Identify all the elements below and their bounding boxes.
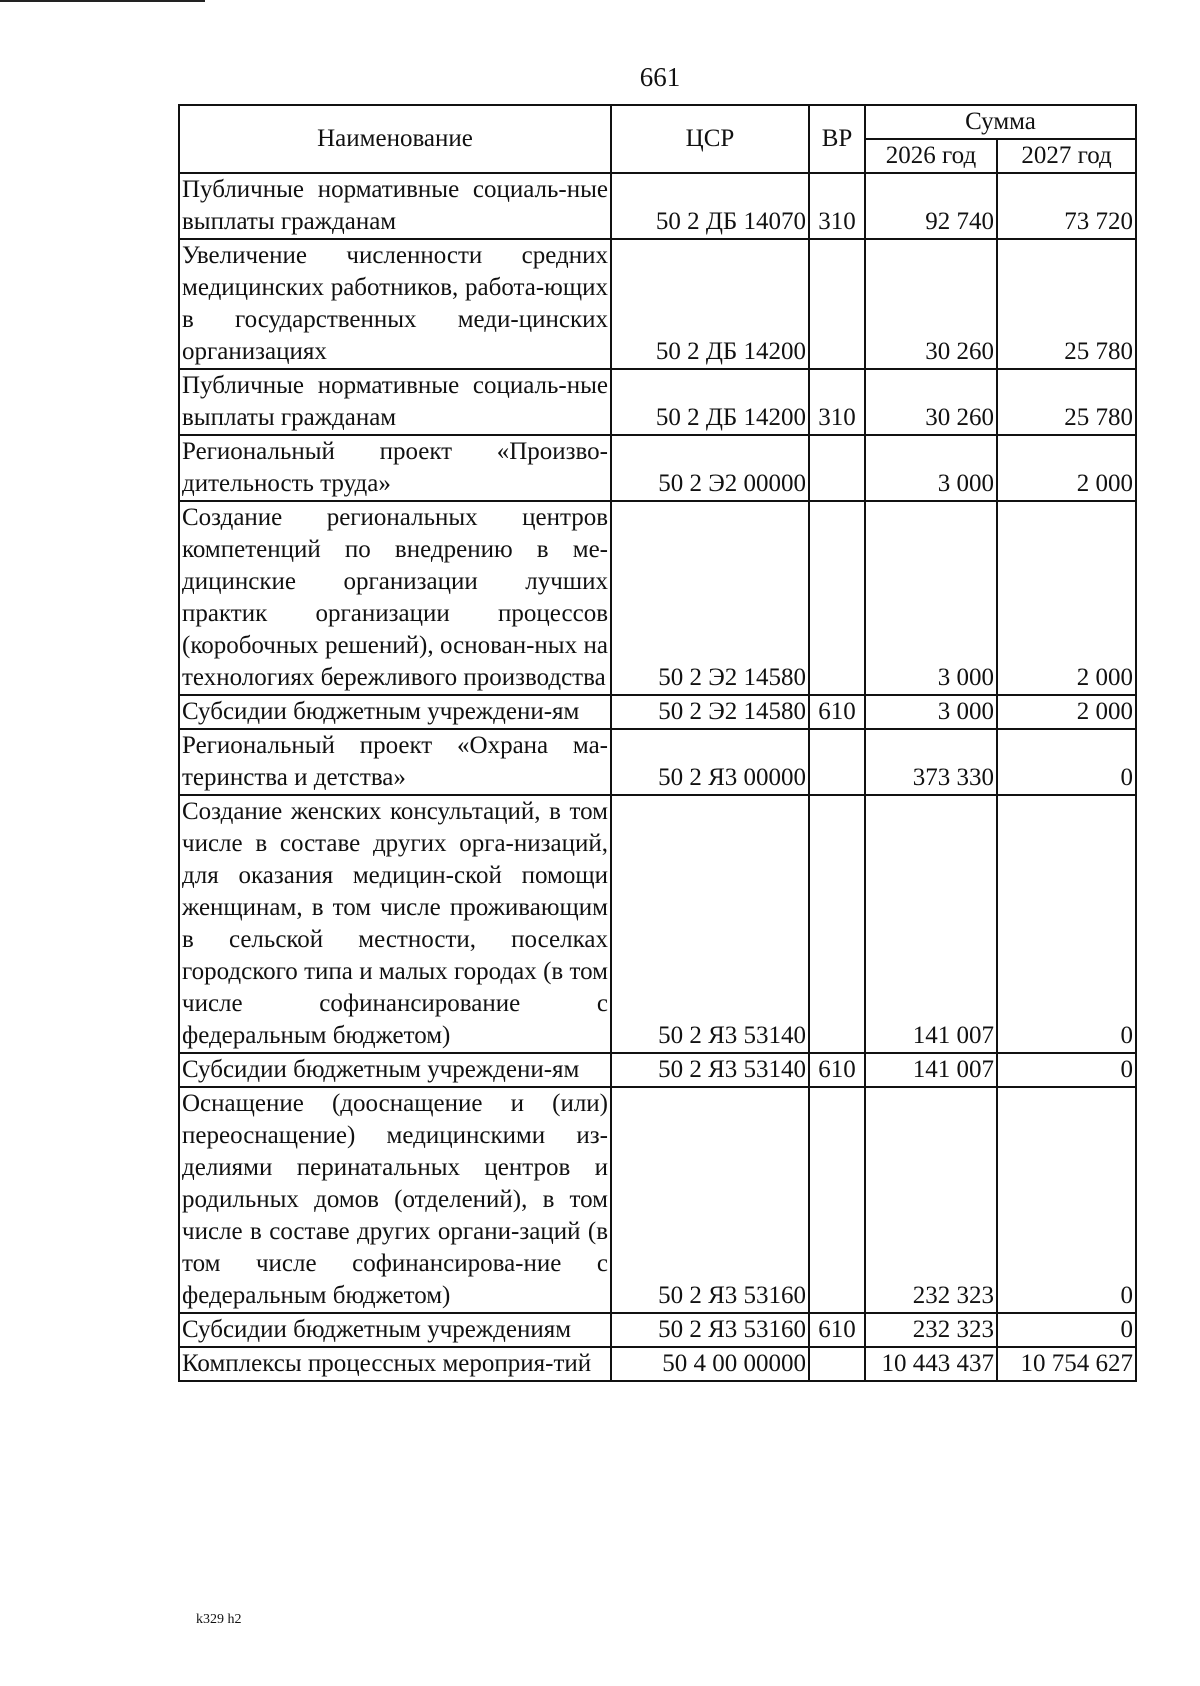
- table-row: [179, 501, 1136, 695]
- row-sum-2027: 25 780: [997, 239, 1136, 369]
- row-name: Публичные нормативные социаль-ные выплаты гражданам: [179, 173, 611, 239]
- footer-code: k329 h2: [196, 1612, 242, 1627]
- row-vr: 310: [809, 173, 865, 239]
- row-csr: 50 2 Я3 00000: [611, 729, 809, 795]
- row-csr: 50 2 Я3 53140: [611, 1053, 809, 1087]
- row-sum-2027: 0: [997, 1087, 1136, 1313]
- row-name: Оснащение (дооснащение и (или) переоснащение) медицинскими из-делиями перинатальных центров и родильных домов (отделений), в том числе в составе других органи-заций (в том числе софинансирова-ние с федеральным бюджетом): [179, 1087, 611, 1313]
- row-sum-2027: 25 780: [997, 369, 1136, 435]
- row-csr: 50 2 Э2 14580: [611, 695, 809, 729]
- row-sum-2026: 3 000: [865, 501, 997, 695]
- row-name: Субсидии бюджетным учреждени-ям: [179, 695, 611, 729]
- row-sum-2027: 0: [997, 1313, 1136, 1347]
- budget-table: [178, 104, 1137, 1382]
- row-name: Региональный проект «Охрана ма-теринства и детства»: [179, 729, 611, 795]
- table-row: [179, 795, 1136, 1053]
- row-sum-2026: 30 260: [865, 369, 997, 435]
- page-number: 661: [639, 62, 681, 92]
- row-csr: 50 2 Я3 53160: [611, 1087, 809, 1313]
- table-row: [179, 1313, 1136, 1347]
- row-csr: 50 2 Э2 14580: [611, 501, 809, 695]
- row-sum-2026: 10 443 437: [865, 1347, 997, 1381]
- row-name: Увеличение численности средних медицинских работников, работа-ющих в государственных меди-цинских организациях: [179, 239, 611, 369]
- row-name: Субсидии бюджетным учреждениям: [179, 1313, 611, 1347]
- row-csr: 50 2 Э2 00000: [611, 435, 809, 501]
- row-csr: 50 4 00 00000: [611, 1347, 809, 1381]
- row-sum-2026: 141 007: [865, 795, 997, 1053]
- row-sum-2026: 3 000: [865, 435, 997, 501]
- header-name: Наименование: [179, 105, 611, 173]
- row-sum-2026: 232 323: [865, 1087, 997, 1313]
- table-row: [179, 729, 1136, 795]
- header-sum: Сумма: [865, 105, 1136, 139]
- table-row: [179, 1087, 1136, 1313]
- row-vr: 610: [809, 695, 865, 729]
- row-sum-2026: 3 000: [865, 695, 997, 729]
- row-vr: [809, 1087, 865, 1313]
- row-sum-2027: 10 754 627: [997, 1347, 1136, 1381]
- header-year-2027: 2027 год: [997, 139, 1136, 173]
- table-row: [179, 435, 1136, 501]
- row-vr: [809, 435, 865, 501]
- row-name: Публичные нормативные социаль-ные выплаты гражданам: [179, 369, 611, 435]
- row-vr: 610: [809, 1053, 865, 1087]
- row-name: Создание региональных центров компетенций по внедрению в ме-дицинские организации лучших практик организации процессов (коробочных решений), основан-ных на технологиях бережливого производства: [179, 501, 611, 695]
- row-csr: 50 2 Я3 53140: [611, 795, 809, 1053]
- row-sum-2026: 232 323: [865, 1313, 997, 1347]
- row-sum-2027: 2 000: [997, 435, 1136, 501]
- row-sum-2026: 92 740: [865, 173, 997, 239]
- row-name: Региональный проект «Произво-дительность труда»: [179, 435, 611, 501]
- row-sum-2027: 0: [997, 1053, 1136, 1087]
- table-row: [179, 369, 1136, 435]
- row-vr: [809, 239, 865, 369]
- table-row: [179, 695, 1136, 729]
- row-sum-2027: 0: [997, 729, 1136, 795]
- row-vr: [809, 729, 865, 795]
- row-name: Комплексы процессных мероприя-тий: [179, 1347, 611, 1381]
- row-vr: [809, 795, 865, 1053]
- header-csr: ЦСР: [611, 105, 809, 173]
- row-name: Субсидии бюджетным учреждени-ям: [179, 1053, 611, 1087]
- header-vr: ВР: [809, 105, 865, 173]
- row-csr: 50 2 ДБ 14200: [611, 369, 809, 435]
- row-csr: 50 2 ДБ 14070: [611, 173, 809, 239]
- row-sum-2027: 0: [997, 795, 1136, 1053]
- row-name: Создание женских консультаций, в том числе в составе других орга-низаций, для оказания медицин-ской помощи женщинам, в том числе проживающим в сельской местности, поселках городского типа и малых городах (в том числе софинансирование с федеральным бюджетом): [179, 795, 611, 1053]
- row-sum-2026: 30 260: [865, 239, 997, 369]
- row-vr: 610: [809, 1313, 865, 1347]
- row-vr: [809, 1347, 865, 1381]
- row-sum-2026: 373 330: [865, 729, 997, 795]
- row-sum-2027: 2 000: [997, 695, 1136, 729]
- header-year-2026: 2026 год: [865, 139, 997, 173]
- table-row: [179, 1053, 1136, 1087]
- table-row: [179, 1347, 1136, 1381]
- top-rule: [0, 0, 205, 2]
- row-csr: 50 2 ДБ 14200: [611, 239, 809, 369]
- row-sum-2027: 2 000: [997, 501, 1136, 695]
- row-csr: 50 2 Я3 53160: [611, 1313, 809, 1347]
- row-vr: 310: [809, 369, 865, 435]
- table-row: [179, 173, 1136, 239]
- row-sum-2027: 73 720: [997, 173, 1136, 239]
- table-row: [179, 239, 1136, 369]
- row-vr: [809, 501, 865, 695]
- row-sum-2026: 141 007: [865, 1053, 997, 1087]
